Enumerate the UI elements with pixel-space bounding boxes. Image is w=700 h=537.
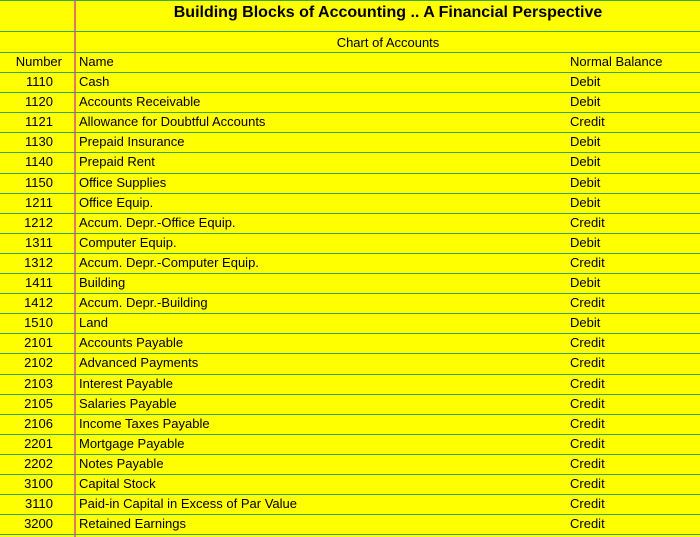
table-row [0,132,700,152]
normal-balance: Credit [570,416,605,431]
account-name: Income Taxes Payable [79,416,210,431]
table-row [0,454,700,474]
normal-balance: Credit [570,396,605,411]
normal-balance: Credit [570,215,605,230]
balance-column-header: Normal Balance [570,54,663,69]
account-number: 2103 [24,376,53,391]
account-name: Capital Stock [79,476,156,491]
account-name: Interest Payable [79,376,173,391]
account-name: Computer Equip. [79,235,177,250]
account-number: 1130 [25,134,53,149]
normal-balance: Debit [570,195,601,210]
account-name: Paid-in Capital in Excess of Par Value [79,496,297,511]
normal-balance: Credit [570,456,605,471]
table-row [0,152,700,172]
account-name: Accounts Receivable [79,94,201,109]
table-row [0,494,700,514]
table-row [0,394,700,414]
normal-balance: Credit [570,255,605,270]
normal-balance: Debit [570,275,601,290]
account-name: Prepaid Rent [79,154,155,169]
account-name: Cash [79,74,110,89]
table-header-row [0,52,700,72]
table-row [0,92,700,112]
account-number: 3100 [24,476,53,491]
account-number: 2201 [24,436,53,451]
account-number: 3110 [25,496,53,511]
normal-balance: Credit [570,516,605,531]
grid-line [0,31,700,32]
account-number: 1121 [25,114,53,129]
account-number: 1311 [25,235,53,250]
table-row [0,173,700,193]
normal-balance: Debit [570,175,601,190]
normal-balance: Credit [570,376,605,391]
normal-balance: Debit [570,235,601,250]
page-subtitle: Chart of Accounts [336,35,440,50]
normal-balance: Debit [570,74,601,89]
table-row [0,333,700,353]
account-name: Notes Payable [79,456,164,471]
account-name: Salaries Payable [79,396,177,411]
account-name: Mortgage Payable [79,436,185,451]
normal-balance: Credit [570,335,605,350]
table-row [0,414,700,434]
table-row [0,434,700,454]
account-name: Retained Earnings [79,516,186,531]
grid-line [0,0,700,1]
account-number: 1211 [25,195,53,210]
account-number: 1312 [24,255,53,270]
grid-line [0,534,700,535]
account-number: 1120 [25,94,53,109]
table-row [0,72,700,92]
account-number: 2106 [24,416,53,431]
table-row [0,193,700,213]
table-row [0,112,700,132]
name-column-header: Name [79,54,114,69]
normal-balance: Credit [570,496,605,511]
account-name: Advanced Payments [79,355,199,370]
normal-balance: Debit [570,134,601,149]
normal-balance: Debit [570,94,601,109]
account-number: 1510 [24,315,53,330]
account-name: Accum. Depr.-Office Equip. [79,215,236,230]
account-name: Building [79,275,126,290]
account-name: Office Equip. [79,195,154,210]
account-number: 1412 [24,295,53,310]
normal-balance: Credit [570,355,605,370]
normal-balance: Debit [570,154,601,169]
account-name: Accum. Depr.-Computer Equip. [79,255,259,270]
account-number: 1140 [25,154,53,169]
table-row [0,353,700,373]
account-name: Allowance for Doubtful Accounts [79,114,266,129]
table-row [0,273,700,293]
normal-balance: Credit [570,476,605,491]
table-row [0,233,700,253]
account-number: 2105 [24,396,53,411]
normal-balance: Credit [570,436,605,451]
account-number: 1110 [26,74,53,89]
normal-balance: Credit [570,295,605,310]
page-title: Building Blocks of Accounting .. A Financial Perspective [173,4,603,21]
number-column-header: Number [15,54,62,69]
account-name: Office Supplies [79,175,167,190]
account-number: 2202 [24,456,53,471]
account-name: Prepaid Insurance [79,134,185,149]
normal-balance: Debit [570,315,601,330]
account-number: 1150 [25,175,53,190]
account-number: 1411 [25,275,53,290]
account-name: Accum. Depr.-Building [79,295,208,310]
table-row [0,213,700,233]
account-name: Land [79,315,108,330]
account-number: 1212 [24,215,53,230]
account-number: 3200 [24,516,53,531]
account-number: 2102 [24,355,53,370]
table-row [0,474,700,494]
account-name: Accounts Payable [79,335,184,350]
table-row [0,293,700,313]
table-row [0,313,700,333]
table-row [0,374,700,394]
table-row [0,253,700,273]
account-number: 2101 [24,335,53,350]
table-row [0,514,700,534]
normal-balance: Credit [570,114,605,129]
